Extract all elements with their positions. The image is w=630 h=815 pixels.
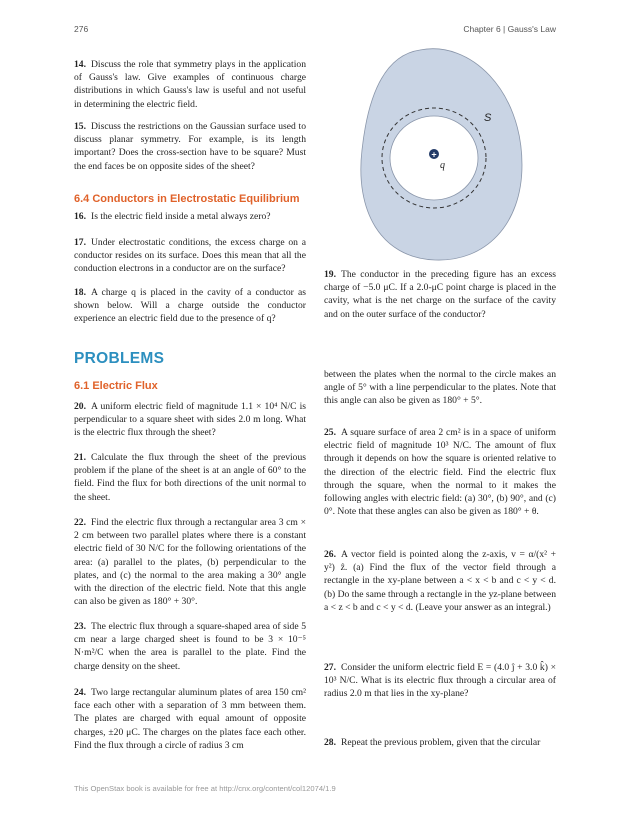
surface-label: S: [484, 112, 492, 124]
problem-27: 27. Consider the uniform electric field E = (4.0 ĵ + 3.0 k̂) × 10³ N/C. What is its electric flux through a circular area of radius 2.0 m that lies in the xy-plane?: [324, 662, 556, 700]
problem-21: 21. Calculate the flux through the sheet of the previous problem if the plane of the sheet is at an angle of 60° to the field. Find the flux for both directions of the unit normal to the sheet.: [74, 452, 306, 503]
question-19: 19. The conductor in the preceding figure has an excess charge of −5.0 μC. If a 2.0-μC point charge is placed in the cavity, what is the net charge on the surface of the cavity and on the outer surface of the conductor?: [324, 269, 556, 320]
page-number: 276: [74, 24, 89, 34]
question-15: 15. Discuss the restrictions on the Gaussian surface used to discuss planar symmetry. For example, is its length important? Does the cross-section have to be square? Must the end faces be on opposite sides of the sheet?: [74, 121, 306, 172]
footer-note: This OpenStax book is available for free at http://cnx.org/content/col12074/1.9: [74, 784, 336, 793]
problem-20: 20. A uniform electric field of magnitude 1.1 × 10⁴ N/C is perpendicular to a square sheet with sides 2.0 m long. What is the electric flux through the sheet?: [74, 401, 306, 439]
charge-label: q: [440, 160, 445, 171]
conductor-figure: [350, 40, 530, 265]
chapter-title: Chapter 6 | Gauss's Law: [463, 24, 556, 34]
section-conductors: 6.4 Conductors in Electrostatic Equilibrium: [74, 193, 300, 205]
problem-24-continued: between the plates when the normal to the circle makes an angle of 5° with a line perpendicular to the plates. Note that this angle can also be given as 180° + 5°.: [324, 369, 556, 407]
problem-24: 24. Two large rectangular aluminum plates of area 150 cm² face each other with a separation of 3 mm between them. The plates are charged with equal amount of opposite charges, ±20 μC. The charges on the plates face each other. Find the flux through a circle of radius 3 cm: [74, 687, 306, 751]
question-16: 16. Is the electric field inside a metal always zero?: [74, 211, 271, 222]
problem-25: 25. A square surface of area 2 cm² is in a space of uniform electric field of magnitude 10³ N/C. The amount of flux through it depends on how the square is oriented relative to the direction of the electric field. Find the electric flux through the square, when the normal to it makes the following angles with electric field: (a) 30°, (b) 90°, and (c) 0°. Note that these angles can also be given as 180° + θ.: [324, 427, 556, 518]
charge-plus-icon: +: [431, 149, 437, 160]
problems-heading: PROBLEMS: [74, 350, 165, 367]
section-electric-flux: 6.1 Electric Flux: [74, 380, 158, 392]
problem-22: 22. Find the electric flux through a rectangular area 3 cm × 2 cm between two parallel plates where there is a constant electric field of 30 N/C for the following orientations of the area: (a) parallel to the plates, (b) perpendicular to the plates, and (c) the normal to the area making a 30° angle with the direction of the electric field. Note that this angle can also be given as 180° + 30°.: [74, 517, 306, 608]
question-14: 14. Discuss the role that symmetry plays in the application of Gauss's law. Give examples of continuous charge distributions in which Gauss's law is useful and not useful in determining the electric field.: [74, 59, 306, 110]
question-17: 17. Under electrostatic conditions, the excess charge on a conductor resides on its surface. Does this mean that all the conduction electrons in a conductor are on the surface?: [74, 237, 306, 275]
problem-26: 26. A vector field is pointed along the z-axis, v = α/(x² + y²) ẑ. (a) Find the flux of the vector field through a rectangle in the xy-plane between a < x < b and c < y < d. (b) Do the same through a rectangle in the yz-plane between a < z < b and c < y < d. (Leave your answer as an integral.): [324, 549, 556, 613]
question-18: 18. A charge q is placed in the cavity of a conductor as shown below. Will a charge outside the conductor experience an electric field due to the presence of q?: [74, 287, 306, 325]
problem-28: 28. Repeat the previous problem, given that the circular: [324, 737, 541, 748]
problem-23: 23. The electric flux through a square-shaped area of side 5 cm near a large charged sheet is found to be 3 × 10⁻⁵ N·m²/C when the area is parallel to the plate. Find the charge density on the sheet.: [74, 621, 306, 672]
